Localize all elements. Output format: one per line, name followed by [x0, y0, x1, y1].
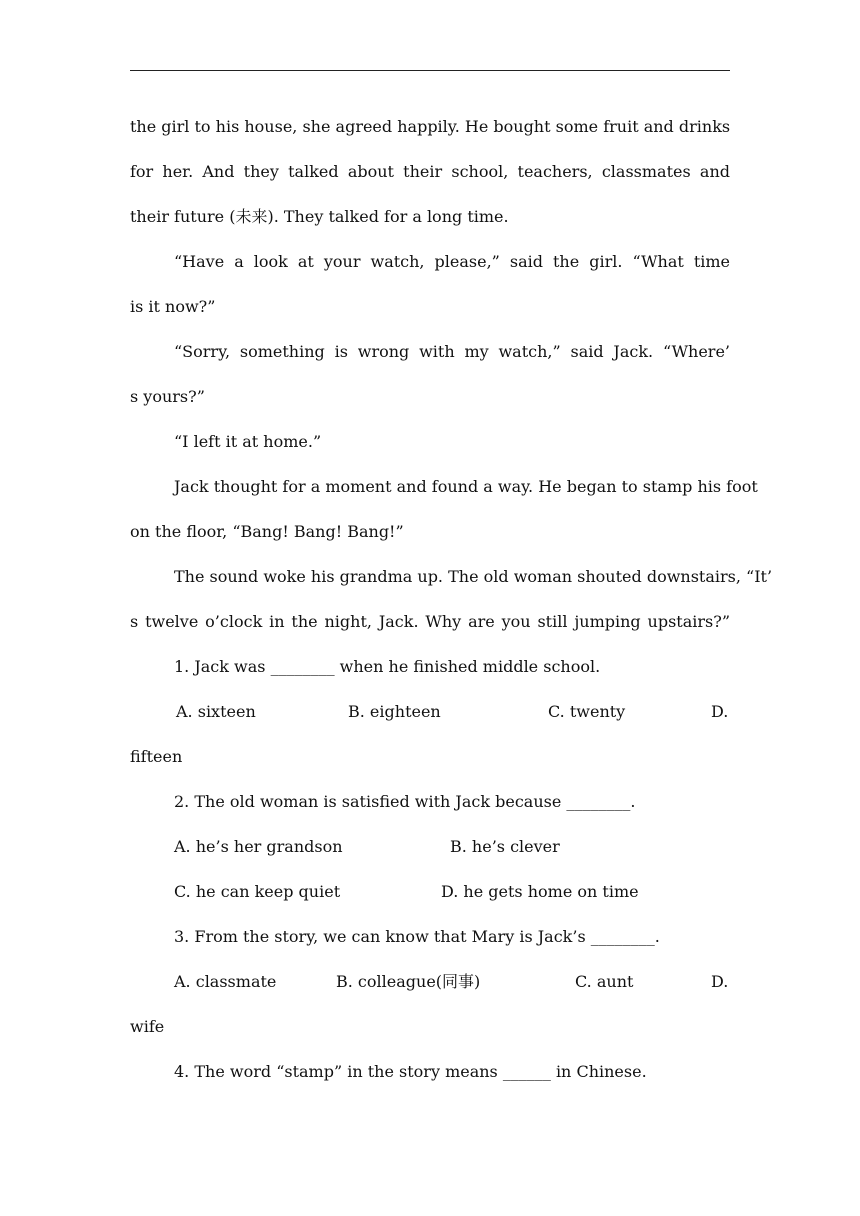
- question-2-option-b: B. he’s clever: [450, 837, 560, 856]
- passage-line: the girl to his house, she agreed happily. He bought some fruit and drinks: [130, 117, 731, 136]
- passage-line: “I left it at home.”: [174, 432, 322, 451]
- passage-line: s twelve o’clock in the night, Jack. Why are you still jumping upstairs?”: [130, 612, 730, 631]
- question-1-option-a: A. sixteen: [176, 702, 256, 721]
- question-1-stem: 1. Jack was ________ when he finished middle school.: [174, 657, 601, 676]
- question-1-option-d-text: fifteen: [130, 747, 183, 766]
- question-3-option-d-text: wife: [130, 1017, 165, 1036]
- question-3-option-a: A. classmate: [174, 972, 277, 991]
- question-3-stem: 3. From the story, we can know that Mary is Jack’s ________.: [174, 927, 660, 946]
- question-3-option-d: D.: [711, 972, 729, 991]
- question-1-option-d: D.: [711, 702, 729, 721]
- passage-line: their future (未来). They talked for a long time.: [130, 207, 509, 226]
- passage-line: is it now?”: [130, 297, 216, 316]
- question-2-option-d: D. he gets home on time: [441, 882, 639, 901]
- question-3-option-b: B. colleague(同事): [336, 972, 481, 991]
- question-4-stem: 4. The word “stamp” in the story means ______ in Chinese.: [174, 1062, 647, 1081]
- passage-line: on the floor, “Bang! Bang! Bang!”: [130, 522, 404, 541]
- question-2-option-c: C. he can keep quiet: [174, 882, 341, 901]
- question-2-option-a: A. he’s her grandson: [174, 837, 343, 856]
- passage-line: “Have a look at your watch, please,” said the girl. “What time: [174, 252, 730, 271]
- passage-line: The sound woke his grandma up. The old woman shouted downstairs, “It’: [174, 567, 773, 586]
- question-3-option-c: C. aunt: [575, 972, 634, 991]
- passage-line: s yours?”: [130, 387, 205, 406]
- passage-line: Jack thought for a moment and found a way. He began to stamp his foot: [174, 477, 758, 496]
- passage-line: “Sorry, something is wrong with my watch,” said Jack. “Where’: [174, 342, 730, 361]
- question-1-option-c: C. twenty: [548, 702, 626, 721]
- question-1-option-b: B. eighteen: [348, 702, 441, 721]
- question-2-stem: 2. The old woman is satisfied with Jack because ________.: [174, 792, 636, 811]
- passage-line: for her. And they talked about their school, teachers, classmates and: [130, 162, 730, 181]
- header-rule: [130, 70, 730, 71]
